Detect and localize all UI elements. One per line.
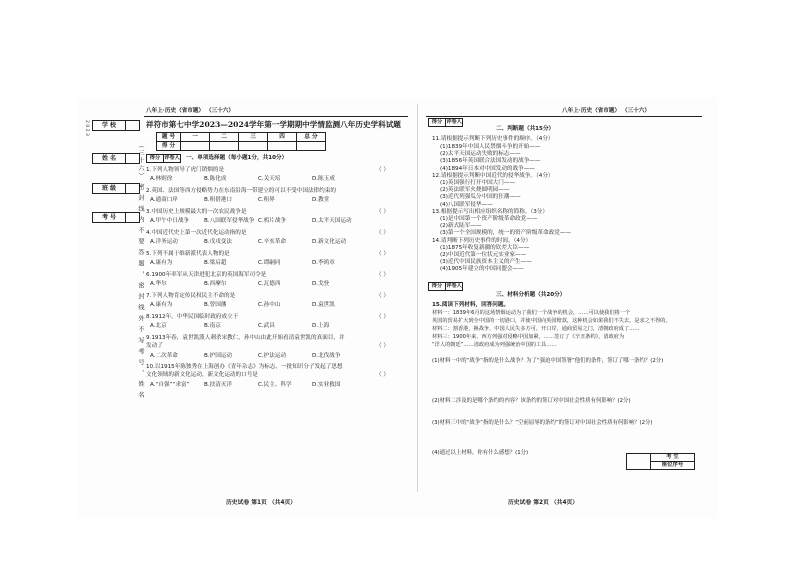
judge-item: (4)1894年日本对中国发动的战争—— xyxy=(440,165,535,172)
seat-number-field[interactable] xyxy=(627,454,651,470)
answer-bracket[interactable]: （ ） xyxy=(376,209,389,215)
judge-item: (2)太平天国运动失败的标志—— xyxy=(440,151,521,158)
judge-item: (1)英国强行打开中国大门—— xyxy=(440,180,516,186)
grader-box-3 xyxy=(428,282,463,291)
question-stem-cont: 文化领域的新文化运动，新文化运动的口号是 xyxy=(146,372,258,379)
section1-heading: 一、单项选择题（每小题1分，共10分） xyxy=(186,155,288,161)
question-stem: 5.下列不属于维新派代表人物的是 xyxy=(146,251,230,257)
option-b: B.八国联军侵华战争 xyxy=(204,218,255,225)
info-label-2: 班 级 xyxy=(92,183,126,194)
option-c: C.武昌 xyxy=(258,323,275,330)
option-c: C.关天培 xyxy=(258,176,281,183)
score-header-cell: 四 xyxy=(268,133,297,142)
option-d: D.太平天国运动 xyxy=(312,218,352,225)
answer-bracket[interactable]: （ ） xyxy=(376,272,389,278)
judge-item: (3)近代列强瓜分中国的狂潮—— xyxy=(440,194,521,201)
grader-box-1 xyxy=(146,154,181,163)
grader-name-label: 评卷人 xyxy=(164,155,180,161)
sub-question-2: (2)材料二涉及的是哪个条约的内容？该条约的签订对中国社会性质有何影响？(2分) xyxy=(432,398,631,404)
page-divider xyxy=(417,104,418,492)
judge-item: (2)中国近代第一位状元实业家—— xyxy=(440,252,527,258)
option-c: C.鸦片战争 xyxy=(258,218,287,225)
exam-seat-box xyxy=(626,453,695,470)
material-intro: 15.阅读下列材料，回答问题。 xyxy=(432,302,510,308)
score-cell[interactable] xyxy=(210,142,239,151)
grader-score-label: 得分 xyxy=(147,155,164,163)
grader-box-2 xyxy=(428,118,463,127)
score-header-cell: 题 号 xyxy=(157,133,181,142)
option-c: C.瓦德西 xyxy=(258,281,281,288)
material-line: 材料一：1839年6月的这场禁烟运动为了我们一个战争的机会，……可以使我们将一个 xyxy=(432,310,631,316)
question-stem: 7.下列人物肯定传民权民主不命的是 xyxy=(146,293,236,299)
option-b: B.扶清灭洋 xyxy=(204,381,232,388)
option-a: A.林则徐 xyxy=(150,176,173,183)
answer-bracket[interactable]: （ ） xyxy=(376,372,389,379)
material-line: “洋人的朝廷”……清政府成为列强统治中国的工具…… xyxy=(432,342,557,348)
option-b: B.梁启超 xyxy=(204,260,227,267)
question-stem-cont: 发动了 xyxy=(146,343,163,350)
material-line: 材料三：1900年来，西方列强对侵略中国加紧，……签订了《辛丑条约》，清政府为 xyxy=(432,334,625,340)
question-stem: 9.1913年春，袁世凯派人刺杀宋教仁，孙中山由此开始看清袁世凯的真面目，并 xyxy=(146,335,345,341)
exam-box-label2: 座位序号 xyxy=(651,462,695,470)
grader-score-label: 得分 xyxy=(429,283,446,291)
option-a: A.华尔 xyxy=(150,281,167,288)
page1-footer: 历史试卷 第1页 （共4页） xyxy=(226,500,297,506)
year-vertical: 2023 xyxy=(84,120,89,138)
score-cell[interactable] xyxy=(297,142,326,151)
section2-heading: 二、判断题（共15分） xyxy=(496,126,555,132)
score-cell[interactable] xyxy=(268,142,297,151)
option-c: C.租界 xyxy=(258,197,275,204)
seal-line-note: （三十六） 密 封 线 内 不 要 答 题 ， 密 封 线 外 不 写 考 号 、 姓 名 xyxy=(137,142,144,400)
option-d: D.上海 xyxy=(312,323,330,330)
score-header-cell: 总 分 xyxy=(297,133,326,142)
option-d: D.教堂 xyxy=(312,197,330,204)
option-b: B.戊戌变法 xyxy=(204,239,232,246)
option-d: D.实业救国 xyxy=(312,381,341,388)
option-a: A.北京 xyxy=(150,323,167,330)
page1-header-rule xyxy=(144,116,408,117)
sub-question-3: (3)材料三中的“战争”指的是什么？“空前屈辱的条约”的签订对中国社会性质有何影响？(2分) xyxy=(432,420,653,426)
judge-question: 12.请根据提示判断中国近代的侵华战争。（4分） xyxy=(432,172,554,179)
judge-item: (4)1905年建立的中国同盟会—— xyxy=(440,266,524,273)
question-stem: 6.1900年率军从天津进犯北京的英国海军司令是 xyxy=(146,272,267,278)
grader-name-label: 评卷人 xyxy=(446,119,462,125)
score-table xyxy=(156,132,326,151)
score-header-cell: 二 xyxy=(210,133,239,142)
option-b: B.租借港口 xyxy=(204,197,232,204)
grader-score-label: 得分 xyxy=(429,119,446,127)
option-c: C.护法运动 xyxy=(258,352,287,359)
info-input-0[interactable] xyxy=(126,120,140,131)
option-b: B.陈化成 xyxy=(204,176,227,183)
section3-heading: 三、材料分析题（共20分） xyxy=(496,292,566,298)
option-c: C.孙中山 xyxy=(258,302,281,309)
option-a: A.甲午中日战争 xyxy=(150,218,190,225)
score-row-label: 得 分 xyxy=(157,142,181,151)
judge-item: (2)英法联军火烧圆明园—— xyxy=(440,187,510,194)
judge-question: 13.根据提示写出相应组织名称的简称。（3分） xyxy=(432,208,548,215)
judge-item: (2)新式陆军—— xyxy=(440,223,482,230)
question-stem: 1.下列人物领导了虎门销烟的是 xyxy=(146,167,225,173)
question-stem: 10.以1915年陈独秀在上海创办《青年杂志》为标志，一批知识分子发起了思想 xyxy=(146,364,343,371)
answer-bracket[interactable]: （ ） xyxy=(376,167,389,173)
option-b: B.曾国藩 xyxy=(204,302,227,309)
option-c: C.谭嗣同 xyxy=(258,260,281,267)
sub-question-4: (4)通过以上材料，你有什么感想？(1分) xyxy=(432,450,529,456)
option-d: D.李鸿章 xyxy=(312,260,335,267)
option-a: A.二次革命 xyxy=(150,352,178,359)
page1-title: 祥符市第七中学2023—2024学年第一学期期中学情监测八年历史学科试题 xyxy=(146,120,401,129)
option-a: A.康有为 xyxy=(150,260,173,267)
option-d: D.北伐战争 xyxy=(312,352,341,359)
info-label-3: 考 号 xyxy=(92,212,126,223)
score-cell[interactable] xyxy=(181,142,210,151)
judge-item: (3)近代中国民族资本主义的产生—— xyxy=(440,259,532,266)
question-stem: 8.1912年，中华民国临时政府成立于 xyxy=(146,314,239,320)
score-cell[interactable] xyxy=(239,142,268,151)
judge-intro: 11.请根据提示判断下列历史事件的顺序。（4分） xyxy=(432,136,554,142)
judge-item: (1)1875年收复新疆的钦差大臣—— xyxy=(440,244,530,251)
judge-item: (3)第一个全国规模的，统一的资产阶级革命政党—— xyxy=(440,230,571,237)
option-b: B.南京 xyxy=(204,323,221,330)
answer-bracket[interactable]: （ ） xyxy=(376,314,389,320)
option-a: A.通商口岸 xyxy=(150,197,178,204)
page2-corner-label: 八年上·历史（省市题） （三十六） xyxy=(562,108,650,114)
info-label-0: 学 校 xyxy=(92,120,126,131)
option-b: B.护国运动 xyxy=(204,352,232,359)
option-b: B.西摩尔 xyxy=(204,281,227,288)
info-label-1: 姓 名 xyxy=(92,153,126,164)
option-a: A.“自强”“求富” xyxy=(150,381,190,388)
judge-item: (3)1856年英国联合法国发动的战争—— xyxy=(440,158,541,165)
judge-item: (4)八国联军侵华—— xyxy=(440,201,493,208)
page2-header-rule xyxy=(426,116,702,117)
page1-corner-label: 八年上·历史（省市题） （三十六） xyxy=(146,108,234,114)
material-line: 材料二：割香港，换战争，中国人民失多方可。开口岸，通商贸易之门，清朝政府成了…… xyxy=(432,326,640,332)
option-a: A.洋务运动 xyxy=(150,239,178,246)
grader-name-label: 评卷人 xyxy=(446,283,462,289)
judge-item: (1)1839年中国人民禁烟斗争的开始—— xyxy=(440,144,541,150)
score-header-cell: 一 xyxy=(181,133,210,142)
option-d: D.新文化运动 xyxy=(312,239,347,246)
answer-bracket[interactable]: （ ） xyxy=(376,293,389,299)
question-stem: 2.英国、法国等西方侵略势力在东南沿海一带建立的可以不受中国法律约束的 xyxy=(146,188,336,194)
option-d: D.戈登 xyxy=(312,281,330,288)
question-stem: 4.中国近代史上第一次近代化运动指的是 xyxy=(146,230,247,236)
answer-bracket[interactable]: （ ） xyxy=(376,343,389,350)
option-c: C.辛亥革命 xyxy=(258,239,287,246)
option-a: A.康有为 xyxy=(150,302,173,309)
exam-box-label1: 考 生 xyxy=(651,454,695,462)
sub-question-1: (1)材料一中的“战争”指的是什么战争？为了“强迫中国签署”他们的条件，签订了哪一条约？(2分) xyxy=(432,358,664,364)
judge-question: 14.请判断下列历史事件的时间。（4分） xyxy=(432,237,532,244)
option-d: D.袁世凯 xyxy=(312,302,335,309)
judge-item: (1)是中国第一个资产阶级革命政党—— xyxy=(440,216,538,222)
option-c: C.民主、科学 xyxy=(258,381,292,388)
option-d: D.陈玉成 xyxy=(312,176,335,183)
page2-footer: 历史试卷 第2页 （共4页） xyxy=(508,500,579,506)
answer-bracket[interactable]: （ ） xyxy=(376,251,389,257)
material-line: 英国的贸易扩大到全中国的一切港口，并使中国向英国赔款，这种机会如果我们不失去，是求之不得的。 xyxy=(432,318,671,324)
score-header-cell: 三 xyxy=(239,133,268,142)
question-stem: 3.中国历史上规模最大的一次农民战争是 xyxy=(146,209,247,215)
answer-bracket[interactable]: （ ） xyxy=(376,230,389,236)
